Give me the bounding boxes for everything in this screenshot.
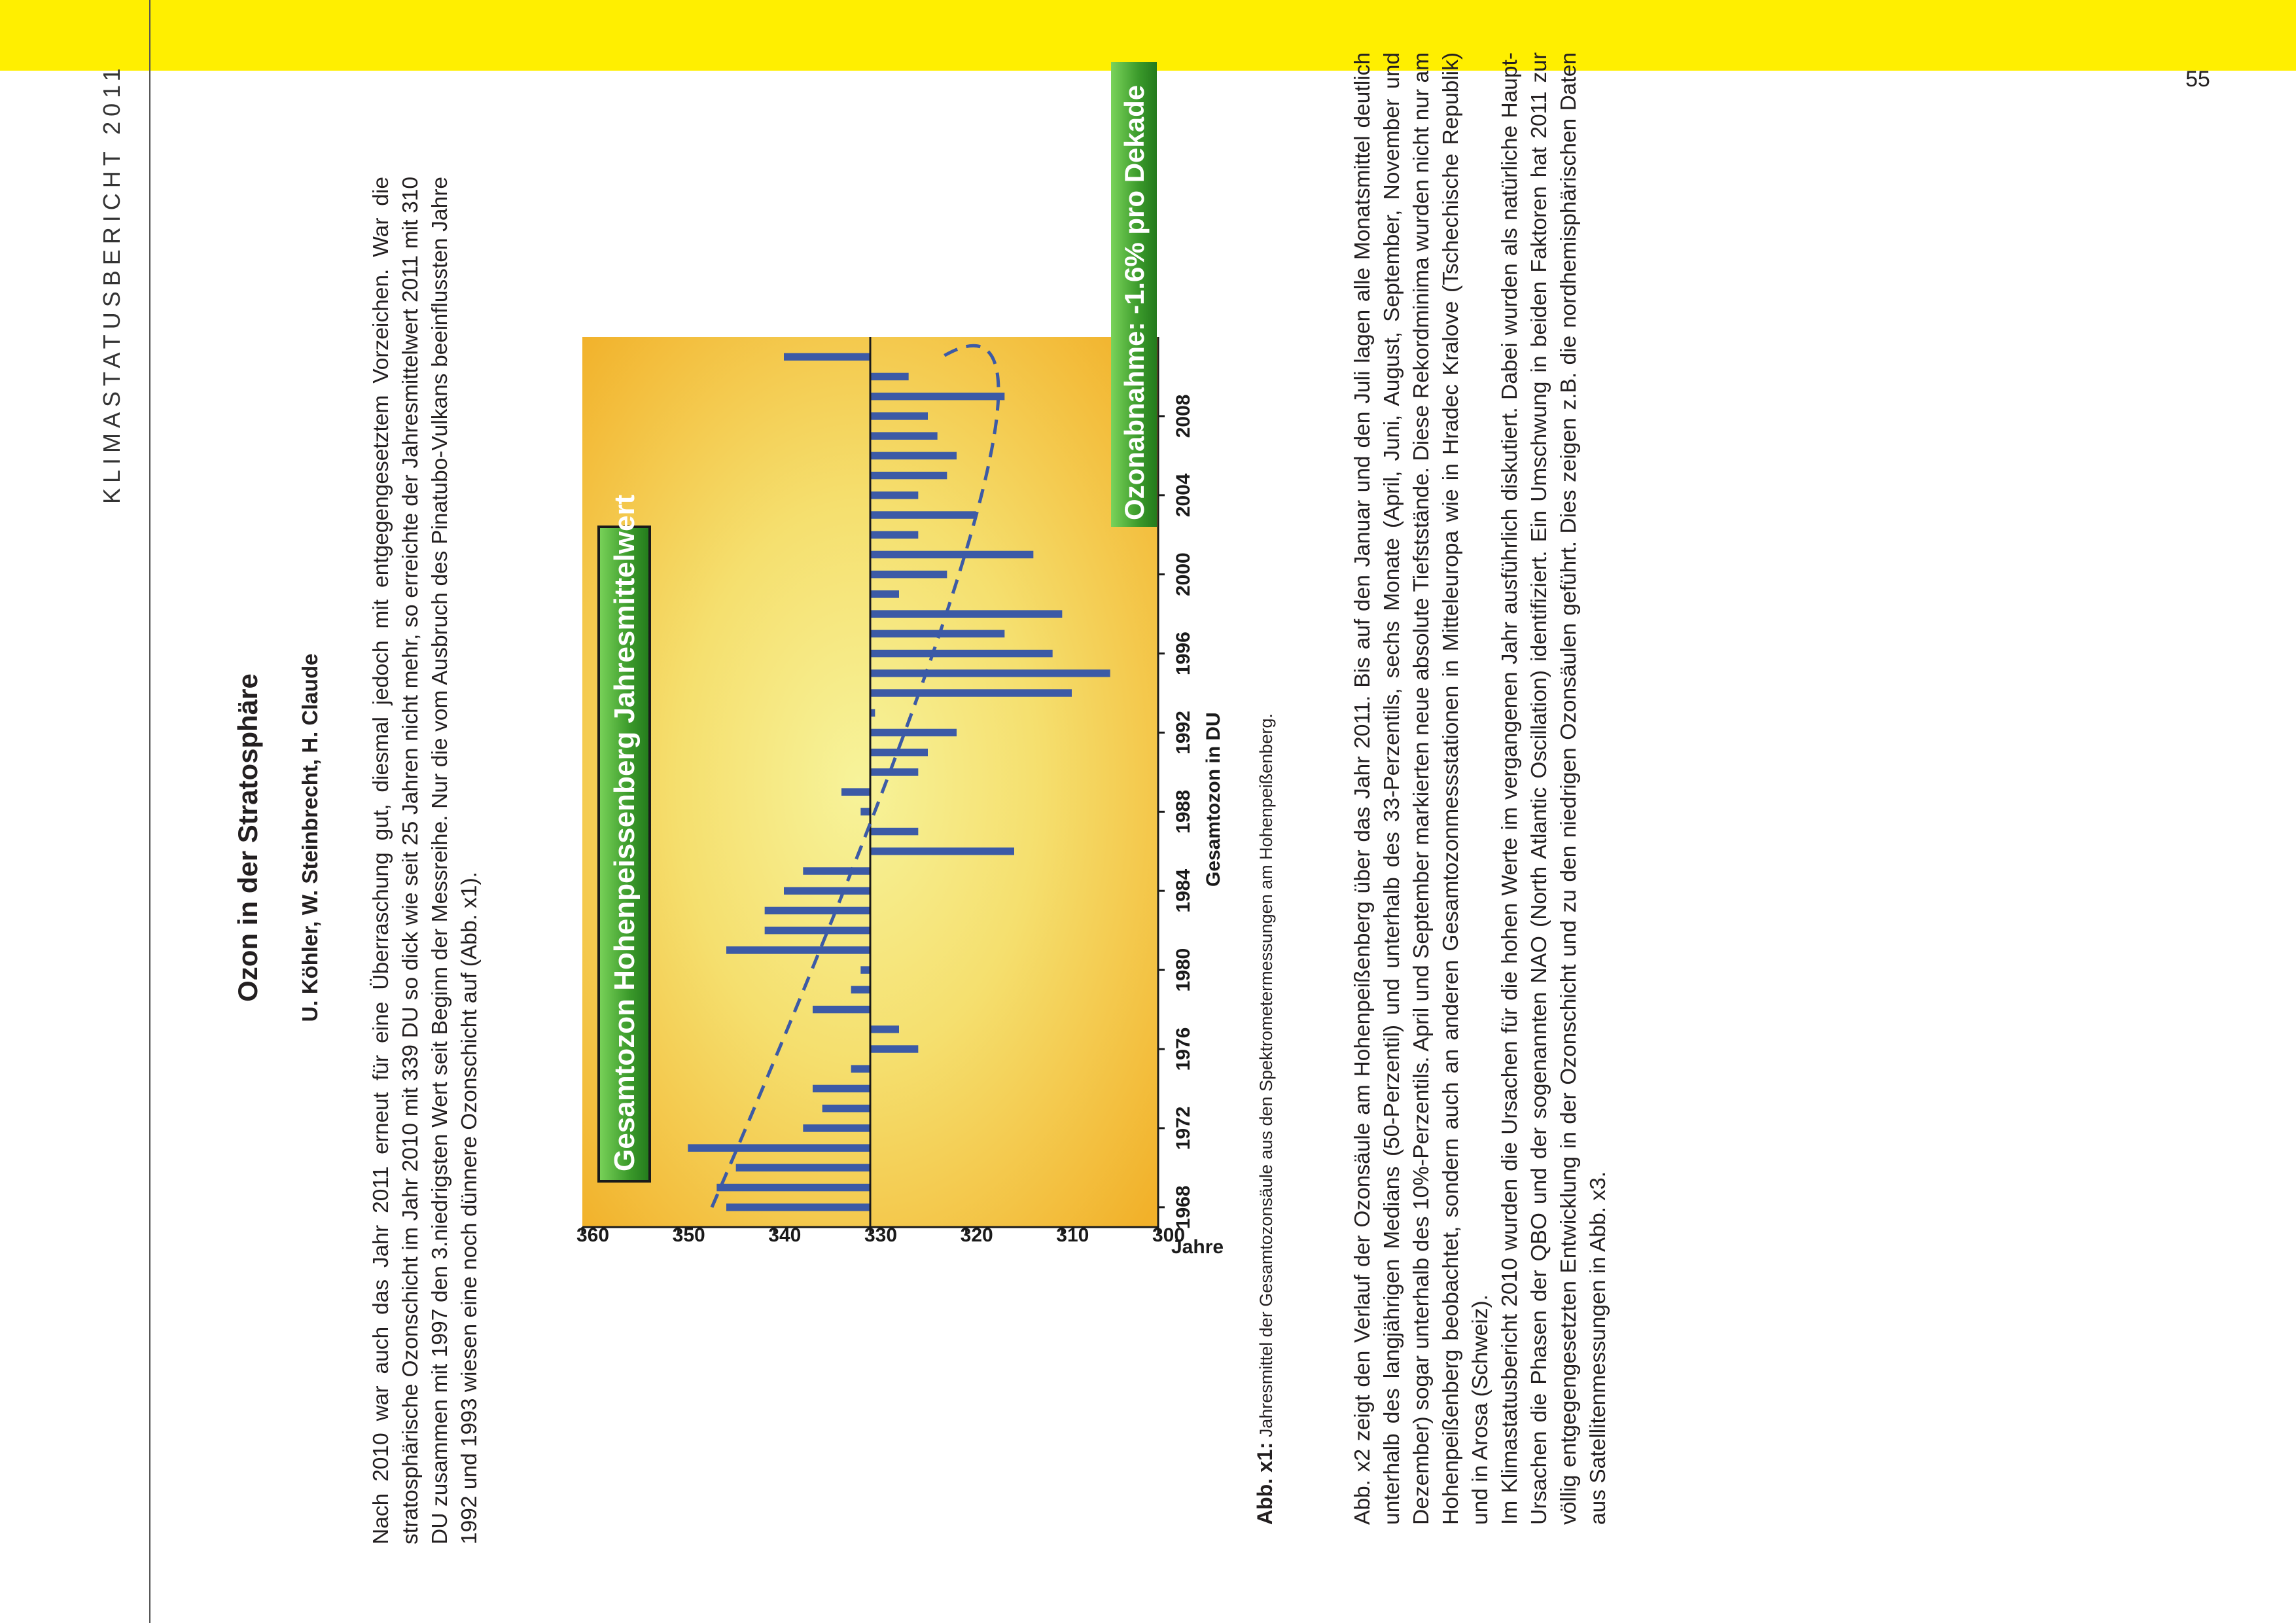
- y-tick-label-340: 340: [768, 1224, 802, 1246]
- x-tick-group: [1158, 395, 1194, 1230]
- y-tick-label-320: 320: [960, 1224, 993, 1246]
- bar-1971: [688, 1144, 870, 1151]
- bar-1986: [870, 847, 1014, 855]
- bar-2011: [784, 353, 870, 360]
- y-tick-label-310: 310: [1056, 1224, 1089, 1246]
- article-authors: U. Köhler, W. Steinbrecht, H. Claude: [298, 653, 322, 1022]
- report-header: KLIMASTATUSBERICHT 2011: [98, 63, 125, 504]
- bar-1988: [860, 808, 870, 815]
- ozone-chart: [543, 84, 1227, 1400]
- x-tick-label-1988: 1988: [1173, 789, 1194, 834]
- bar-1996: [870, 650, 1053, 657]
- bar-1990: [870, 768, 918, 776]
- body-paragraph-1: Abb. x2 zeigt den Verlauf der Ozonsäule am Hohenpeißenberg über das Jahr 2011. Bis auf den Januar und den Juli lagen alle Monatsmittel deutlich unterhalb des langjährigen Medians (50-Perzentil) und unterhalb des 33-Perzentils, sechs Monate (April, Juni, August, September, November und Dezember) sogar unterhalb des 10%-Perzentils. April und September markierten neue absolute Tiefstständе. Diese Rekordminima wurden nicht nur am Hohenpeißenberg beobachtet, sondern auch an anderen Gesamtozonmessstationen in Mitteleuropa wie in Hradec Kralove (Tschechische Republik) und in Arosa (Schweiz).: [1351, 52, 1492, 1525]
- bar-1976: [870, 1045, 918, 1052]
- bar-1987: [870, 828, 918, 835]
- bar-2000: [870, 571, 947, 578]
- bar-2009: [870, 393, 1004, 400]
- x-tick-label-2000: 2000: [1173, 552, 1194, 597]
- bar-1999: [870, 590, 899, 597]
- chart-annotation: Ozonabnahme: -1.6% pro Dekade: [1119, 84, 1150, 520]
- x-tick-label-1968: 1968: [1173, 1185, 1194, 1230]
- x-tick-label-1972: 1972: [1173, 1106, 1194, 1150]
- bar-1982: [765, 927, 870, 934]
- bar-1979: [851, 986, 870, 993]
- bar-1980: [860, 966, 870, 973]
- bar-1968: [726, 1204, 870, 1211]
- bar-1991: [870, 749, 928, 756]
- bar-1973: [822, 1105, 870, 1112]
- x-tick-label-1996: 1996: [1173, 632, 1194, 675]
- x-tick-label-2008: 2008: [1173, 394, 1194, 438]
- bar-2001: [870, 551, 1033, 558]
- bar-1974: [813, 1085, 870, 1092]
- bar-2003: [870, 511, 976, 518]
- article-title: Ozon in der Stratosphäre: [232, 673, 263, 1002]
- bar-2007: [870, 432, 938, 439]
- ozone-chart-svg: [543, 84, 1227, 1400]
- x-tick-label-1976: 1976: [1173, 1027, 1194, 1071]
- bar-1992: [870, 729, 957, 736]
- x-tick-label-1992: 1992: [1173, 711, 1194, 755]
- x-tick-label-2004: 2004: [1173, 473, 1194, 518]
- bar-1975: [851, 1065, 870, 1072]
- bar-2005: [870, 472, 947, 479]
- y-axis-label: Gesamtozon in DU: [1203, 712, 1224, 887]
- bar-1981: [726, 946, 870, 954]
- bar-1998: [870, 610, 1062, 617]
- bar-1983: [765, 907, 870, 914]
- bar-1984: [784, 887, 870, 894]
- bar-2004: [870, 491, 918, 499]
- caption-label: Abb. x1:: [1253, 1442, 1277, 1525]
- bar-2010: [870, 373, 909, 380]
- y-tick-label-350: 350: [672, 1224, 705, 1246]
- bar-1978: [813, 1006, 870, 1013]
- bar-1989: [841, 788, 870, 795]
- y-tick-label-330: 330: [864, 1224, 898, 1246]
- bar-1994: [870, 689, 1072, 696]
- y-tick-label-300: 300: [1152, 1224, 1186, 1246]
- bar-1970: [736, 1164, 870, 1171]
- bar-2002: [870, 531, 918, 538]
- page-number: 55: [2185, 67, 2210, 92]
- x-tick-label-1984: 1984: [1173, 868, 1194, 913]
- bar-2006: [870, 452, 957, 459]
- x-axis-label: Jahre: [1171, 1236, 1224, 1258]
- bar-1995: [870, 669, 1110, 677]
- bar-1969: [716, 1184, 870, 1191]
- x-tick-label-1980: 1980: [1173, 948, 1194, 992]
- y-tick-label-360: 360: [576, 1224, 610, 1246]
- caption-text: Jahresmittel der Gesamtozonsäule aus den Spektrometermessungen am Hohenpeißenberg.: [1256, 713, 1276, 1442]
- bar-2008: [870, 412, 928, 419]
- intro-paragraph: Nach 2010 war auch das Jahr 2011 erneut für eine Überraschung gut, diesmal jedoch mit entgegengesetztem Vorzeichen. War die stratosphärische Ozonschicht im Jahr 2010 mit 339 DU so dick wie seit 25 Jahren nicht mehr, so erreichte der Jahresmittelwert 2011 mit 310 DU zusammen mit 1997 den 3.niedrigsten Wert seit Beginn der Messreihe. Nur die vom Ausbruch des Pinatubo-Vulkans beeinflussten Jahre 1992 und 1993 wiesen eine noch dünnere Ozonschicht auf (Abb. x1).: [369, 177, 482, 1544]
- bar-1985: [803, 867, 870, 874]
- bar-1972: [803, 1124, 870, 1132]
- chart-title: Gesamtozon Hohenpeissenberg Jahresmittelwert: [609, 494, 641, 1171]
- body-paragraph-2: Im Klimastatusbericht 2010 wurden die Ursachen für die hohen Werte im vergangenen Jahr ausführlich diskutiert. Dabei wurden als natürliche Haupt-Ursachen die Phasen der QBO und der sogenannten NAO (North Atlantic Oscillation) identifiziert. Ein Umschwung in beiden Faktoren hat 2011 zur völlig entgegengesetzten Entwicklung in der Ozonschicht und zu den niedrigen Ozonsäulen geführt. Dies zeigen z.B. die nordhemisphärischen Daten aus Satellitenmessungen in Abb. x3.: [1498, 52, 1610, 1525]
- body-text: [1348, 52, 1613, 1525]
- bar-1977: [870, 1026, 899, 1033]
- figure-caption: [1253, 111, 1278, 1525]
